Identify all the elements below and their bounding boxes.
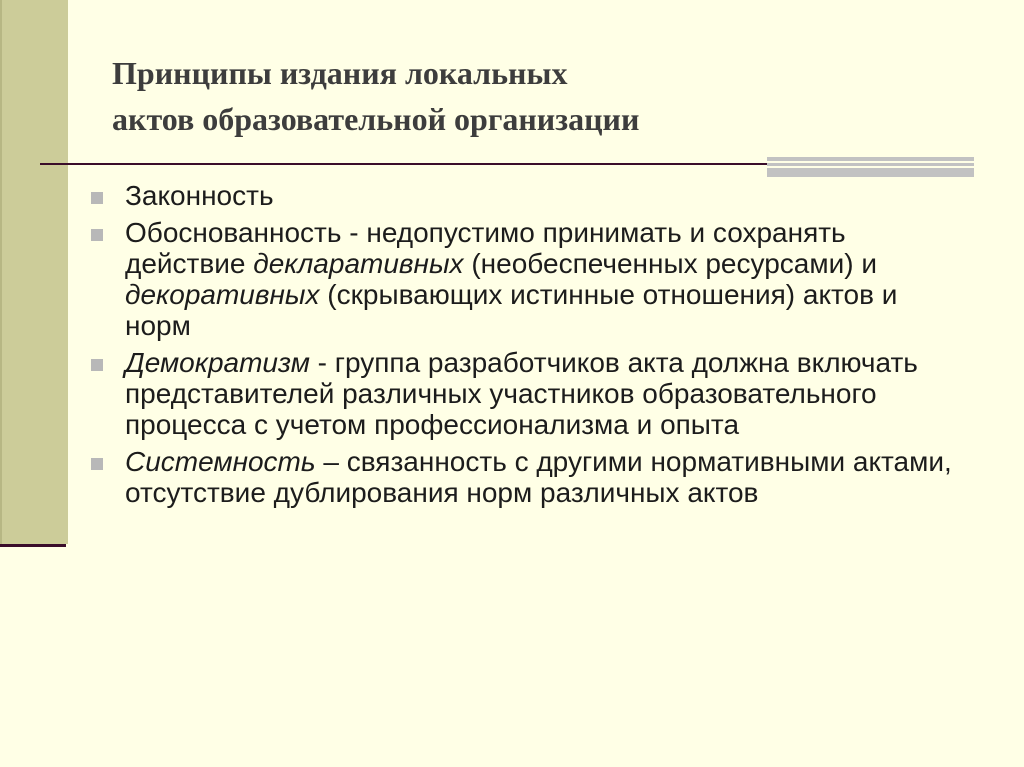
bullet-text — [125, 347, 918, 440]
bullet-text-part: (скрывающих истинные отношения) актов и норм — [125, 279, 898, 341]
slide-title-line-1: Принципы издания локальных — [112, 55, 568, 91]
bullet-term: Демократизм — [125, 347, 310, 378]
side-decor-panel — [0, 0, 68, 544]
bullet-item-systemic — [88, 446, 968, 508]
bullet-text: Законность — [125, 180, 274, 211]
bullet-item-legality — [88, 180, 968, 211]
bullet-item-validity — [88, 217, 968, 341]
bullet-square-icon — [91, 359, 103, 371]
bullet-text — [125, 217, 897, 341]
title-accent-bars — [767, 157, 974, 177]
bullet-square-icon — [91, 458, 103, 470]
bullet-text — [125, 446, 952, 508]
slide-title-line-2: актов образовательной организации — [112, 101, 640, 137]
side-decor-underline — [0, 544, 66, 547]
bullet-text-part: Обоснованность - недопустимо принимать и сохранять действие — [125, 217, 846, 279]
bullet-text-part: – связанность с другими нормативными актами, отсутствие дублирования норм различных актов — [125, 446, 952, 508]
bullet-item-democracy — [88, 347, 968, 440]
bullet-square-icon — [91, 229, 103, 241]
bullet-term-decorative: декоративных — [125, 279, 320, 310]
bullet-term-declarative: декларативных — [253, 248, 464, 279]
bullet-text-part: (необеспеченных ресурсами) и — [463, 248, 877, 279]
bullet-term: Системность — [125, 446, 316, 477]
bullet-square-icon — [91, 192, 103, 204]
title-divider — [40, 163, 775, 165]
slide-title — [112, 50, 972, 142]
bullet-text-part: - группа разработчиков акта должна включать представителей различных участников образовательного процесса с учетом профессионализма и опыта — [125, 347, 918, 440]
bullet-list — [88, 180, 968, 514]
